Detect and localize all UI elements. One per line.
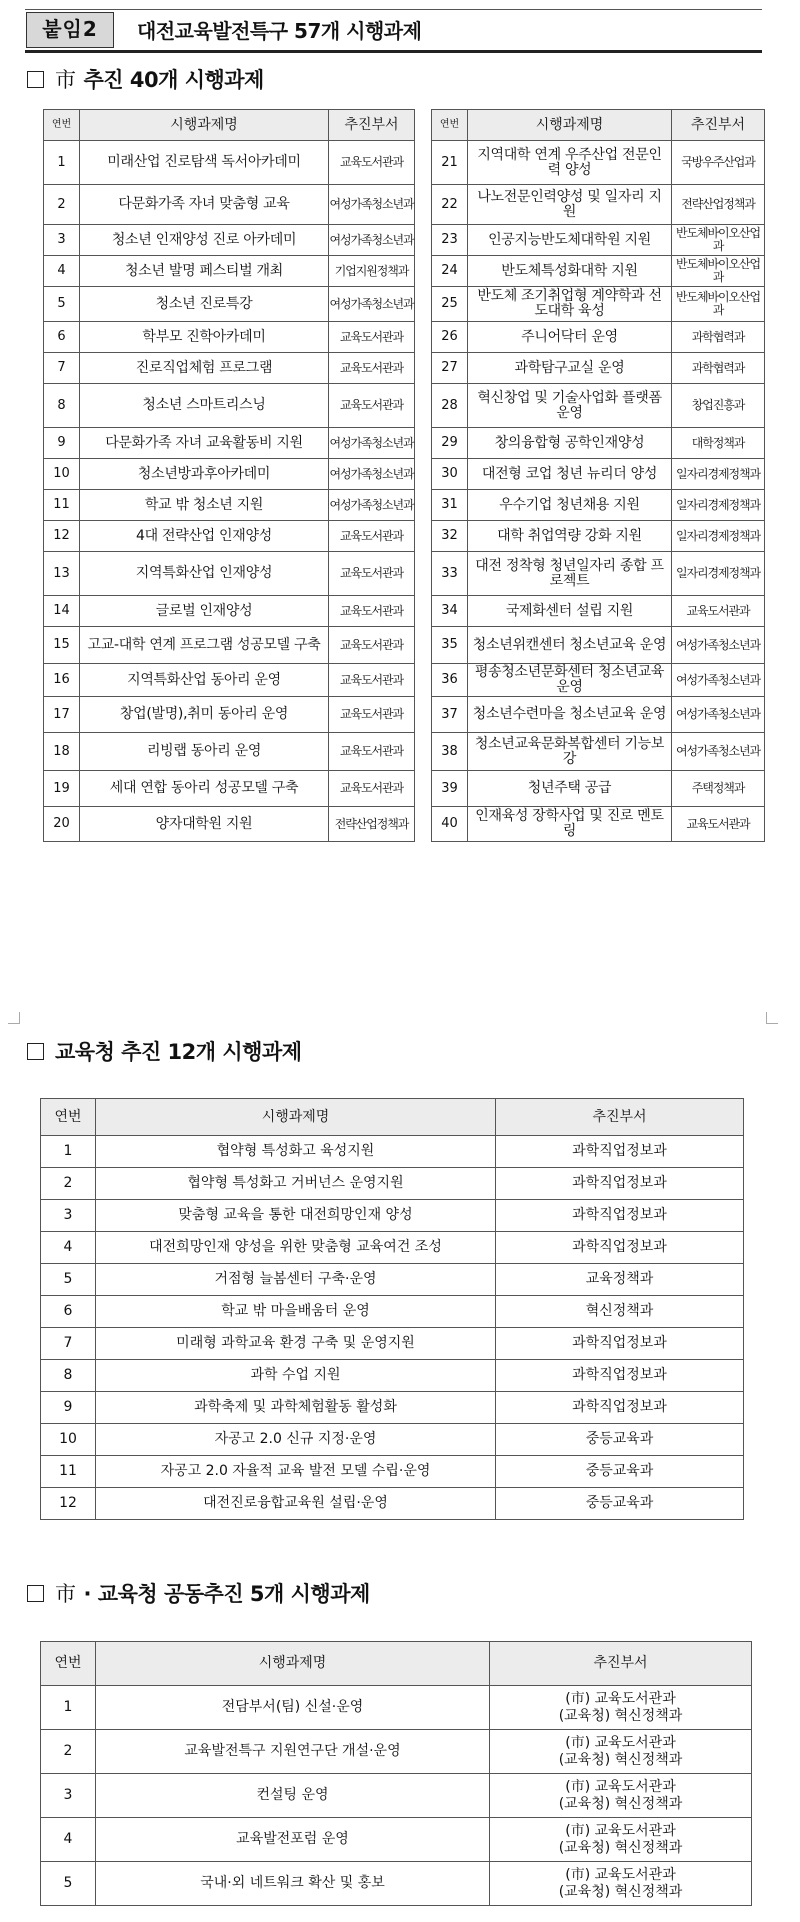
task-title: 국내·외 네트워크 확산 및 홍보 [96, 1862, 490, 1906]
column-header-title: 시행과제명 [80, 110, 329, 141]
department: 전략산업정책과 [329, 807, 415, 842]
department [490, 1862, 752, 1906]
department: 여성가족청소년과 [329, 225, 415, 256]
row-number: 3 [41, 1200, 96, 1232]
table-row [41, 1818, 752, 1862]
table-row [432, 521, 765, 552]
task-title: 청소년교육문화복합센터 기능보강 [468, 733, 672, 771]
task-title: 과학축제 및 과학체험활동 활성화 [96, 1392, 496, 1424]
department: 반도체바이오산업과 [672, 225, 765, 256]
table-row [432, 596, 765, 627]
table-row [44, 490, 415, 521]
header-top-rule [25, 9, 762, 10]
department-edu: (교육청) 혁신정책과 [558, 1707, 683, 1724]
department: 여성가족청소년과 [672, 664, 765, 697]
department-edu: (교육청) 혁신정책과 [558, 1795, 683, 1812]
department: 교육도서관과 [329, 521, 415, 552]
department: 과학직업정보과 [496, 1200, 744, 1232]
task-title: 거점형 늘봄센터 구축·운영 [96, 1264, 496, 1296]
department: 여성가족청소년과 [672, 627, 765, 664]
task-title: 대전진로융합교육원 설립·운영 [96, 1488, 496, 1520]
task-title: 다문화가족 자녀 맞춤형 교육 [80, 185, 329, 225]
department: 일자리경제정책과 [672, 490, 765, 521]
task-title: 청소년 발명 페스티벌 개최 [80, 256, 329, 287]
row-number: 26 [432, 322, 468, 353]
row-number: 6 [44, 322, 80, 353]
column-header-title: 시행과제명 [96, 1099, 496, 1136]
row-number: 9 [44, 428, 80, 459]
task-title: 자공고 2.0 신규 지정·운영 [96, 1424, 496, 1456]
table-row [44, 384, 415, 428]
table-row [41, 1264, 744, 1296]
table-row [432, 256, 765, 287]
row-number: 1 [41, 1686, 96, 1730]
row-number: 2 [44, 185, 80, 225]
row-number: 22 [432, 185, 468, 225]
task-title: 학부모 진학아카데미 [80, 322, 329, 353]
department: 교육도서관과 [329, 384, 415, 428]
table-row [41, 1136, 744, 1168]
table-row [41, 1392, 744, 1424]
city-section-title: 추진 40개 시행과제 [83, 68, 264, 92]
column-header-no: 연번 [41, 1099, 96, 1136]
task-title: 대전 정착형 청년일자리 종합 프로젝트 [468, 552, 672, 596]
row-number: 39 [432, 771, 468, 807]
department: 교육도서관과 [329, 552, 415, 596]
row-number: 4 [41, 1232, 96, 1264]
row-number: 40 [432, 807, 468, 842]
row-number: 8 [44, 384, 80, 428]
header-bottom-rule [25, 50, 762, 53]
department-city: (市) 교육도서관과 [565, 1779, 676, 1796]
task-title: 4대 전략산업 인재양성 [80, 521, 329, 552]
department: 과학직업정보과 [496, 1392, 744, 1424]
department: 중등교육과 [496, 1488, 744, 1520]
row-number: 10 [41, 1424, 96, 1456]
edu-tasks-table [40, 1098, 744, 1520]
task-title: 학교 밖 마을배움터 운영 [96, 1296, 496, 1328]
table-row [432, 733, 765, 771]
table-row [44, 697, 415, 733]
department: 교육도서관과 [329, 664, 415, 697]
department: 여성가족청소년과 [329, 490, 415, 521]
task-title: 청년주택 공급 [468, 771, 672, 807]
table-header-row [41, 1642, 752, 1686]
city-tasks-table-left [43, 109, 415, 842]
table-row [41, 1200, 744, 1232]
table-row [41, 1488, 744, 1520]
city-hanja: 市 [55, 68, 76, 92]
task-title: 학교 밖 청소년 지원 [80, 490, 329, 521]
table-row [44, 552, 415, 596]
task-title: 청소년 스마트리스닝 [80, 384, 329, 428]
row-number: 29 [432, 428, 468, 459]
row-number: 10 [44, 459, 80, 490]
department: 교육도서관과 [329, 596, 415, 627]
task-title: 협약형 특성화고 거버넌스 운영지원 [96, 1168, 496, 1200]
column-header-dept: 추진부서 [496, 1099, 744, 1136]
row-number: 13 [44, 552, 80, 596]
department: 교육도서관과 [329, 733, 415, 771]
department: 교육도서관과 [329, 353, 415, 384]
task-title: 글로벌 인재양성 [80, 596, 329, 627]
task-title: 청소년 인재양성 진로 아카데미 [80, 225, 329, 256]
checkbox-icon [27, 71, 44, 88]
department: 기업지원정책과 [329, 256, 415, 287]
department-edu: (교육청) 혁신정책과 [558, 1883, 683, 1900]
table-row [41, 1168, 744, 1200]
edu-section-heading [27, 1036, 302, 1066]
table-row [44, 664, 415, 697]
task-title: 지역대학 연계 우주산업 전문인력 양성 [468, 141, 672, 185]
task-title: 대학 취업역량 강화 지원 [468, 521, 672, 552]
department [490, 1730, 752, 1774]
department: 여성가족청소년과 [329, 185, 415, 225]
document-header [25, 9, 762, 53]
department: 교육도서관과 [329, 141, 415, 185]
row-number: 16 [44, 664, 80, 697]
table-header-row [432, 110, 765, 141]
row-number: 1 [41, 1136, 96, 1168]
task-title: 청소년위캔센터 청소년교육 운영 [468, 627, 672, 664]
table-header-row [41, 1099, 744, 1136]
table-row [44, 521, 415, 552]
department: 과학협력과 [672, 353, 765, 384]
column-header-no: 연번 [41, 1642, 96, 1686]
department: 전략산업정책과 [672, 185, 765, 225]
table-row [44, 596, 415, 627]
department: 과학직업정보과 [496, 1328, 744, 1360]
task-title: 나노전문인력양성 및 일자리 지원 [468, 185, 672, 225]
row-number: 31 [432, 490, 468, 521]
task-title: 과학탐구교실 운영 [468, 353, 672, 384]
task-title: 청소년수련마을 청소년교육 운영 [468, 697, 672, 733]
row-number: 33 [432, 552, 468, 596]
task-title: 자공고 2.0 자율적 교육 발전 모델 수립·운영 [96, 1456, 496, 1488]
row-number: 27 [432, 353, 468, 384]
department: 일자리경제정책과 [672, 521, 765, 552]
row-number: 36 [432, 664, 468, 697]
task-title: 혁신창업 및 기술사업화 플랫폼 운영 [468, 384, 672, 428]
task-title: 대전희망인재 양성을 위한 맞춤형 교육여건 조성 [96, 1232, 496, 1264]
column-header-title: 시행과제명 [468, 110, 672, 141]
task-title: 창업(발명),취미 동아리 운영 [80, 697, 329, 733]
department: 여성가족청소년과 [672, 697, 765, 733]
department: 교육도서관과 [329, 627, 415, 664]
department: 주택정책과 [672, 771, 765, 807]
table-row [44, 225, 415, 256]
column-header-title: 시행과제명 [96, 1642, 490, 1686]
department: 과학직업정보과 [496, 1168, 744, 1200]
department: 과학직업정보과 [496, 1232, 744, 1264]
edu-section-title: 교육청 추진 12개 시행과제 [55, 1040, 302, 1064]
task-title: 전담부서(팀) 신설·운영 [96, 1686, 490, 1730]
row-number: 37 [432, 697, 468, 733]
city-tasks-table-right [431, 109, 765, 842]
department [490, 1686, 752, 1730]
department: 여성가족청소년과 [329, 428, 415, 459]
task-title: 반도체 조기취업형 계약학과 선도대학 육성 [468, 287, 672, 322]
column-header-dept: 추진부서 [490, 1642, 752, 1686]
department: 과학협력과 [672, 322, 765, 353]
table-row [432, 771, 765, 807]
table-row [44, 459, 415, 490]
task-title: 지역특화산업 동아리 운영 [80, 664, 329, 697]
table-row [432, 428, 765, 459]
department: 교육도서관과 [329, 697, 415, 733]
table-row [41, 1456, 744, 1488]
row-number: 1 [44, 141, 80, 185]
row-number: 12 [41, 1488, 96, 1520]
task-title: 미래산업 진로탐색 독서아카데미 [80, 141, 329, 185]
department: 반도체바이오산업과 [672, 256, 765, 287]
row-number: 7 [41, 1328, 96, 1360]
department: 교육정책과 [496, 1264, 744, 1296]
table-row [44, 185, 415, 225]
table-row [432, 287, 765, 322]
table-row [44, 322, 415, 353]
table-row [41, 1232, 744, 1264]
task-title: 국제화센터 설립 지원 [468, 596, 672, 627]
department: 교육도서관과 [329, 322, 415, 353]
department-edu: (교육청) 혁신정책과 [558, 1751, 683, 1768]
table-row [432, 384, 765, 428]
table-row [44, 256, 415, 287]
task-title: 청소년방과후아카데미 [80, 459, 329, 490]
column-header-dept: 추진부서 [329, 110, 415, 141]
table-row [432, 697, 765, 733]
task-title: 대전형 코업 청년 뉴리더 양성 [468, 459, 672, 490]
row-number: 30 [432, 459, 468, 490]
row-number: 20 [44, 807, 80, 842]
task-title: 우수기업 청년채용 지원 [468, 490, 672, 521]
column-header-dept: 추진부서 [672, 110, 765, 141]
department: 여성가족청소년과 [672, 733, 765, 771]
department [490, 1818, 752, 1862]
table-row [44, 627, 415, 664]
department: 교육도서관과 [672, 807, 765, 842]
row-number: 8 [41, 1360, 96, 1392]
row-number: 6 [41, 1296, 96, 1328]
department: 교육도서관과 [672, 596, 765, 627]
joint-tasks-table [40, 1641, 752, 1906]
table-row [432, 141, 765, 185]
table-row [41, 1686, 752, 1730]
table-row [41, 1774, 752, 1818]
task-title: 다문화가족 자녀 교육활동비 지원 [80, 428, 329, 459]
task-title: 지역특화산업 인재양성 [80, 552, 329, 596]
row-number: 2 [41, 1168, 96, 1200]
table-row [41, 1424, 744, 1456]
task-title: 고교-대학 연계 프로그램 성공모델 구축 [80, 627, 329, 664]
table-row [41, 1730, 752, 1774]
table-row [432, 807, 765, 842]
checkbox-icon [27, 1585, 44, 1602]
task-title: 인재육성 장학사업 및 진로 멘토링 [468, 807, 672, 842]
joint-section-heading [27, 1578, 370, 1608]
task-title: 주니어닥터 운영 [468, 322, 672, 353]
row-number: 5 [44, 287, 80, 322]
department: 여성가족청소년과 [329, 459, 415, 490]
table-row [44, 353, 415, 384]
joint-section-title: · 교육청 공동추진 5개 시행과제 [83, 1582, 370, 1606]
task-title: 미래형 과학교육 환경 구축 및 운영지원 [96, 1328, 496, 1360]
task-title: 과학 수업 지원 [96, 1360, 496, 1392]
row-number: 7 [44, 353, 80, 384]
task-title: 진로직업체험 프로그램 [80, 353, 329, 384]
table-row [432, 225, 765, 256]
row-number: 9 [41, 1392, 96, 1424]
task-title: 협약형 특성화고 육성지원 [96, 1136, 496, 1168]
city-section-heading [27, 64, 264, 94]
checkbox-icon [27, 1043, 44, 1060]
table-header-row [44, 110, 415, 141]
task-title: 맞춤형 교육을 통한 대전희망인재 양성 [96, 1200, 496, 1232]
task-title: 세대 연합 동아리 성공모델 구축 [80, 771, 329, 807]
department: 과학직업정보과 [496, 1136, 744, 1168]
department-city: (市) 교육도서관과 [565, 1867, 676, 1884]
department: 반도체바이오산업과 [672, 287, 765, 322]
department: 중등교육과 [496, 1456, 744, 1488]
row-number: 3 [44, 225, 80, 256]
document-title: 대전교육발전특구 57개 시행과제 [137, 19, 422, 43]
table-row [432, 490, 765, 521]
department: 일자리경제정책과 [672, 459, 765, 490]
table-row [432, 185, 765, 225]
row-number: 15 [44, 627, 80, 664]
row-number: 4 [44, 256, 80, 287]
row-number: 12 [44, 521, 80, 552]
table-row [44, 771, 415, 807]
task-title: 양자대학원 지원 [80, 807, 329, 842]
task-title: 컨설팅 운영 [96, 1774, 490, 1818]
row-number: 5 [41, 1264, 96, 1296]
table-row [44, 807, 415, 842]
page-corner-mark [8, 1012, 20, 1024]
table-row [432, 459, 765, 490]
joint-hanja: 市 [55, 1582, 76, 1606]
row-number: 19 [44, 771, 80, 807]
department: 교육도서관과 [329, 771, 415, 807]
task-title: 평송청소년문화센터 청소년교육 운영 [468, 664, 672, 697]
row-number: 32 [432, 521, 468, 552]
task-title: 반도체특성화대학 지원 [468, 256, 672, 287]
department-city: (市) 교육도서관과 [565, 1735, 676, 1752]
table-row [44, 141, 415, 185]
row-number: 11 [41, 1456, 96, 1488]
row-number: 2 [41, 1730, 96, 1774]
row-number: 38 [432, 733, 468, 771]
row-number: 3 [41, 1774, 96, 1818]
department: 대학정책과 [672, 428, 765, 459]
row-number: 34 [432, 596, 468, 627]
department: 과학직업정보과 [496, 1360, 744, 1392]
table-row [44, 733, 415, 771]
task-title: 교육발전포럼 운영 [96, 1818, 490, 1862]
table-row [41, 1862, 752, 1906]
row-number: 11 [44, 490, 80, 521]
table-row [41, 1360, 744, 1392]
task-title: 인공지능반도체대학원 지원 [468, 225, 672, 256]
table-row [44, 287, 415, 322]
row-number: 28 [432, 384, 468, 428]
department: 일자리경제정책과 [672, 552, 765, 596]
row-number: 5 [41, 1862, 96, 1906]
row-number: 14 [44, 596, 80, 627]
task-title: 창의융합형 공학인재양성 [468, 428, 672, 459]
column-header-no: 연번 [44, 110, 80, 141]
table-row [432, 353, 765, 384]
table-row [41, 1296, 744, 1328]
department-city: (市) 교육도서관과 [565, 1691, 676, 1708]
row-number: 4 [41, 1818, 96, 1862]
table-row [432, 664, 765, 697]
row-number: 23 [432, 225, 468, 256]
table-row [41, 1328, 744, 1360]
row-number: 18 [44, 733, 80, 771]
table-row [432, 552, 765, 596]
row-number: 17 [44, 697, 80, 733]
task-title: 교육발전특구 지원연구단 개설·운영 [96, 1730, 490, 1774]
column-header-no: 연번 [432, 110, 468, 141]
row-number: 24 [432, 256, 468, 287]
row-number: 21 [432, 141, 468, 185]
task-title: 청소년 진로특강 [80, 287, 329, 322]
table-row [432, 627, 765, 664]
task-title: 리빙랩 동아리 운영 [80, 733, 329, 771]
annex-label: 붙임2 [26, 12, 114, 48]
row-number: 25 [432, 287, 468, 322]
page-corner-mark [766, 1012, 778, 1024]
department: 여성가족청소년과 [329, 287, 415, 322]
department: 중등교육과 [496, 1424, 744, 1456]
row-number: 35 [432, 627, 468, 664]
table-row [432, 322, 765, 353]
department-edu: (교육청) 혁신정책과 [558, 1839, 683, 1856]
department: 국방우주산업과 [672, 141, 765, 185]
department: 혁신정책과 [496, 1296, 744, 1328]
department-city: (市) 교육도서관과 [565, 1823, 676, 1840]
department: 창업진흥과 [672, 384, 765, 428]
department [490, 1774, 752, 1818]
table-row [44, 428, 415, 459]
